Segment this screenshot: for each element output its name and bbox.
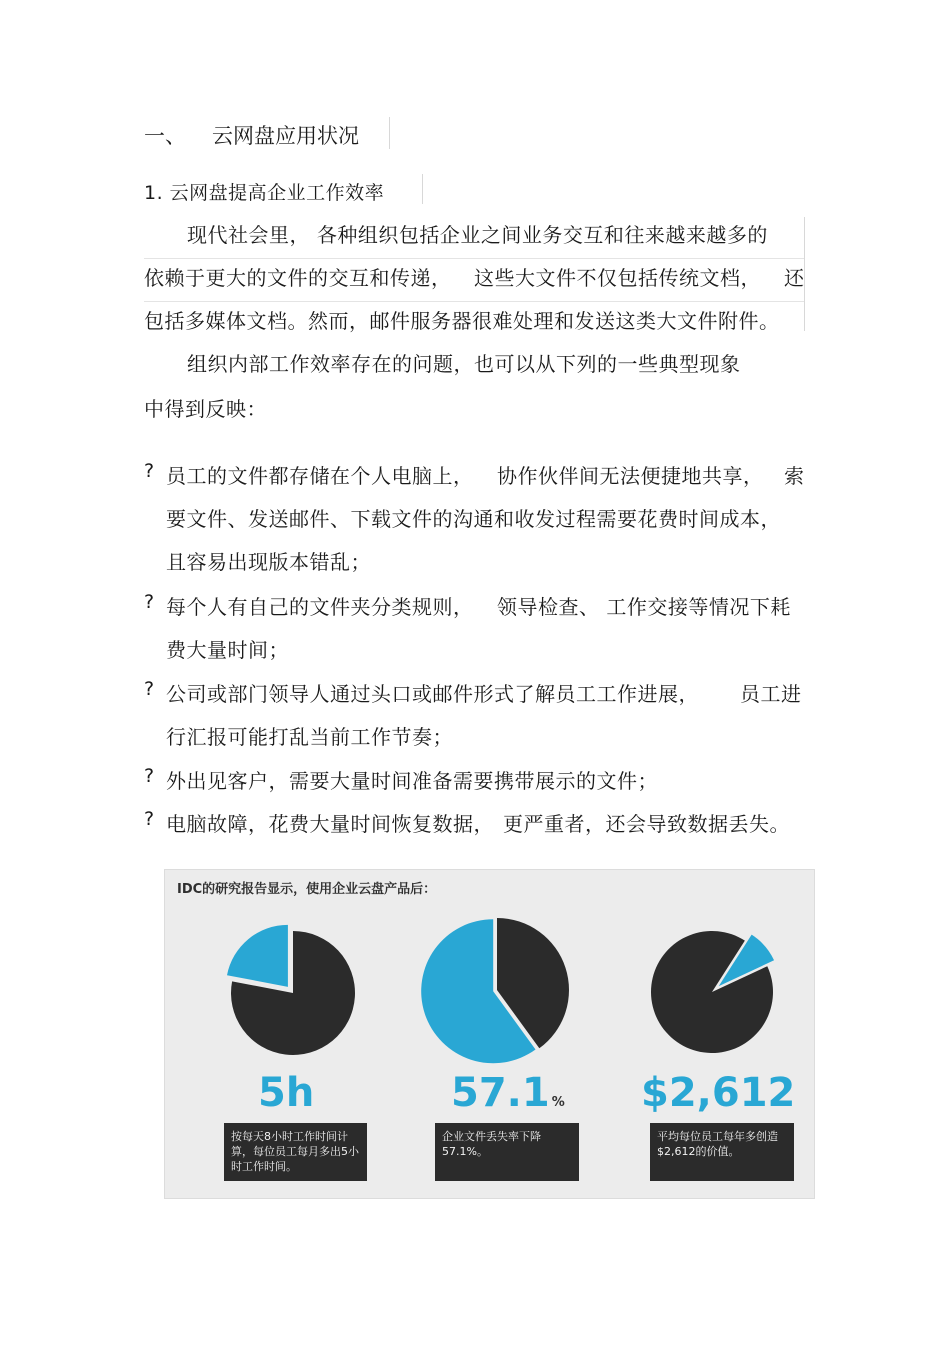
stat-caption: 按每天8小时工作时间计算，每位员工每月多出5小时工作时间。 — [224, 1123, 367, 1181]
bullet-text: 外出见客户，需要大量时间准备需要携带展示的文件； — [166, 769, 658, 793]
stat-caption: 平均每位员工每年多创造$2,612的价值。 — [650, 1123, 794, 1181]
bullet-text: 电脑故障，花费大量时间恢复数据， — [166, 812, 494, 836]
stat-value: 57.1 % — [451, 1070, 565, 1116]
bullet-text: 协作伙伴间无法便捷地共享， — [497, 464, 764, 488]
paragraph-line: 现代社会里， 各种组织包括企业之间业务交互和往来越来越多的 — [187, 223, 768, 247]
stat-caption: 企业文件丢失率下降57.1%。 — [435, 1123, 579, 1181]
pie-chart-value — [651, 931, 774, 1053]
paragraph-line: 这些大文件不仅包括传统文档， — [474, 266, 761, 290]
section-title: 云网盘应用状况 — [212, 124, 359, 148]
bullet-text: 领导检查、 工作交接等情况下耗 — [497, 595, 791, 619]
pie-chart-file-loss — [421, 918, 569, 1063]
bullet-text: 要文件、发送邮件、下载文件的沟通和收发过程需要花费时间成本， — [166, 507, 781, 531]
text-box-edge — [389, 117, 390, 149]
subsection-title: 1. 云网盘提高企业工作效率 — [144, 182, 385, 204]
bullet-marker: ? — [144, 591, 155, 613]
bullet-marker: ? — [144, 678, 155, 700]
text-box-divider — [144, 258, 804, 259]
bullet-text: 公司或部门领导人通过头口或邮件形式了解员工工作进展， — [166, 682, 699, 706]
infographic-title: IDC的研究报告显示，使用企业云盘产品后： — [177, 882, 437, 897]
section-number: 一、 — [144, 124, 186, 148]
paragraph-line: 中得到反映： — [144, 397, 267, 421]
paragraph-line: 包括多媒体文档。然而，邮件服务器很难处理和发送这类大文件附件。 — [144, 309, 780, 333]
stat-value: 5h — [258, 1070, 315, 1116]
idc-infographic — [164, 869, 815, 1199]
text-box-divider — [144, 301, 804, 302]
pie-slice-highlight — [227, 925, 288, 987]
bullet-text: 且容易出现版本错乱； — [166, 550, 371, 574]
paragraph-line: 还 — [784, 266, 805, 290]
paragraph-line: 依赖于更大的文件的交互和传递， — [144, 266, 452, 290]
bullet-text: 索 — [784, 464, 805, 488]
bullet-text: 费大量时间； — [166, 638, 289, 662]
pie-chart-work-time — [227, 925, 355, 1055]
text-box-edge — [804, 217, 805, 331]
bullet-text: 每个人有自己的文件夹分类规则， — [166, 595, 474, 619]
bullet-marker: ? — [144, 460, 155, 482]
stat-value: $2,612 — [641, 1070, 796, 1116]
bullet-text: 行汇报可能打乱当前工作节奏； — [166, 725, 453, 749]
bullet-marker: ? — [144, 765, 155, 787]
bullet-text: 员工的文件都存储在个人电脑上， — [166, 464, 474, 488]
paragraph-line: 组织内部工作效率存在的问题，也可以从下列的一些典型现象 — [187, 352, 741, 376]
text-box-edge — [422, 174, 423, 204]
bullet-marker: ? — [144, 808, 155, 830]
bullet-text: 更严重者，还会导致数据丢失。 — [503, 812, 790, 836]
bullet-text: 员工进 — [740, 682, 802, 706]
